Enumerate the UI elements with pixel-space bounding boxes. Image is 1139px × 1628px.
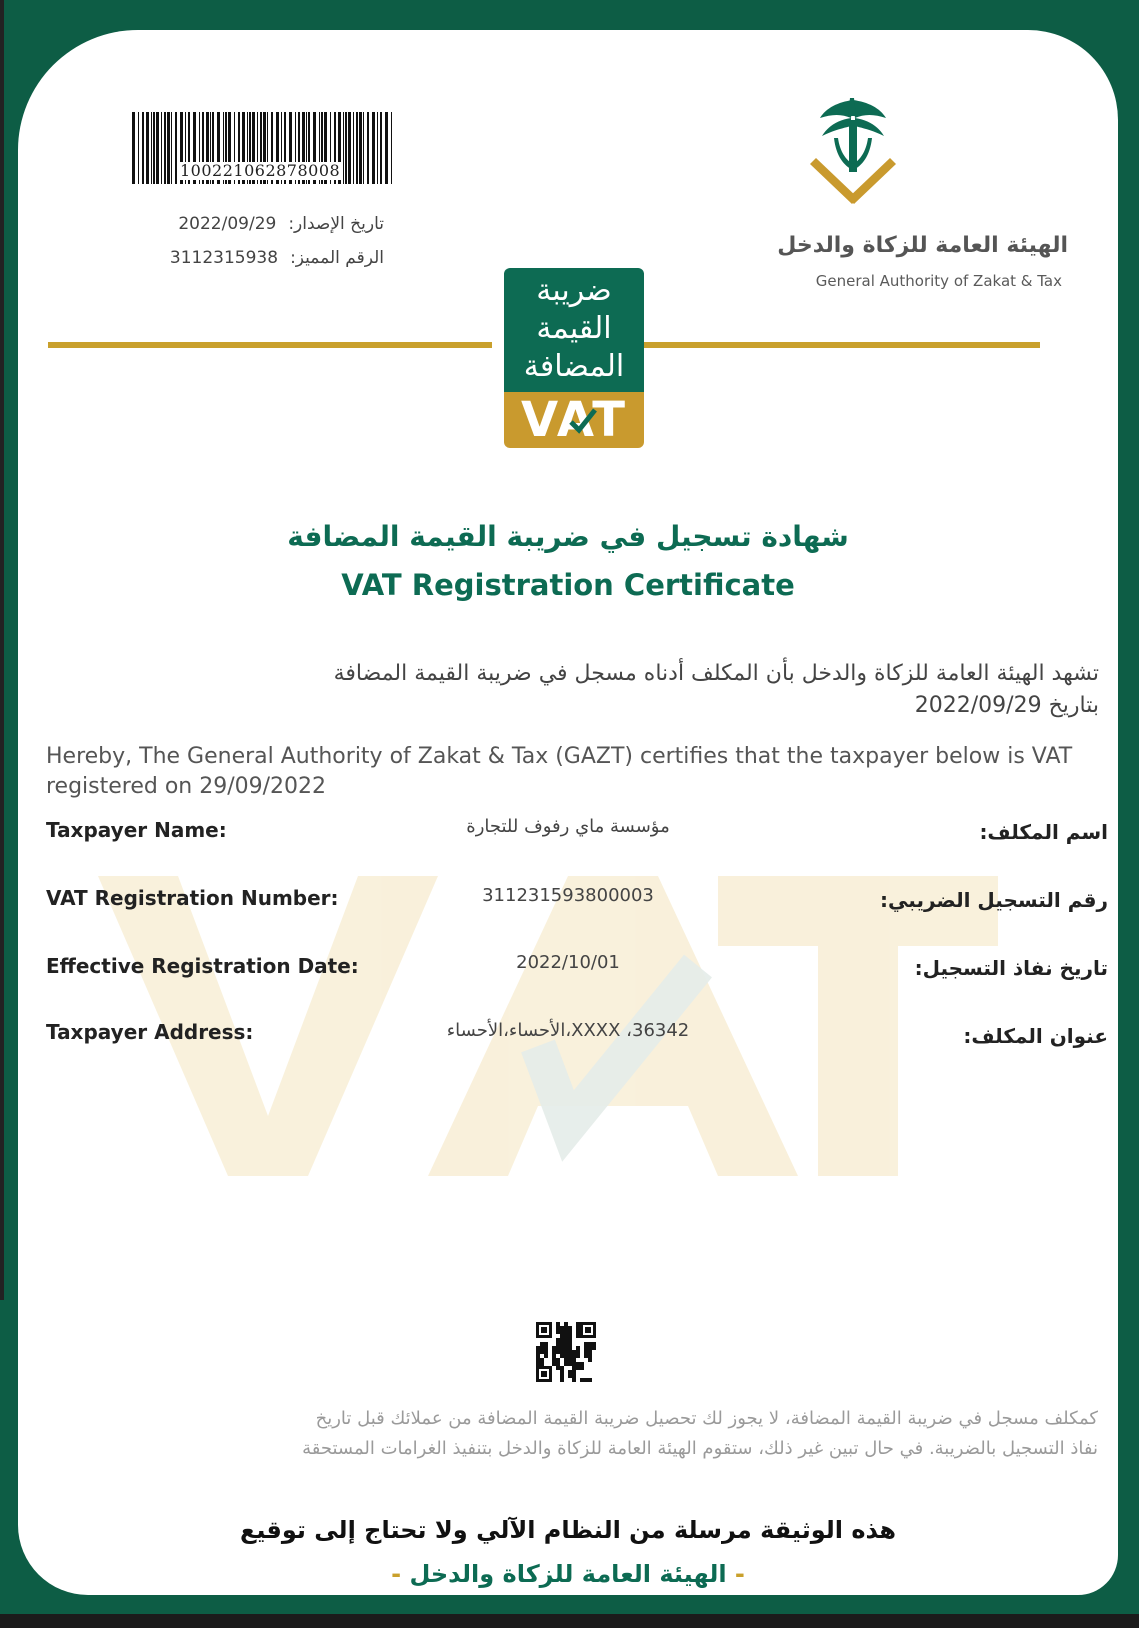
- signoff-dash-right: -: [734, 1560, 745, 1588]
- notice-line2: نفاذ التسجيل بالضريبة. في حال تبين غير ذلك، ستقوم الهيئة العامة للزكاة والدخل بتنفيذ الغرامات المستحقة: [302, 1438, 1098, 1459]
- unique-number-row: [128, 248, 384, 268]
- vat-badge-text: VAT: [520, 392, 628, 448]
- certification-arabic: [44, 658, 1099, 722]
- authority-name-ar: الهيئة العامة للزكاة والدخل: [777, 233, 1068, 258]
- notice-line1: كمكلف مسجل في ضريبة القيمة المضافة، لا يجوز لك تحصيل ضريبة القيمة المضافة من عملائك قبل تاريخ: [315, 1408, 1098, 1429]
- certification-english: Hereby, The General Authority of Zakat & Tax (GAZT) certifies that the taxpayer below is VAT registered on 29/09/2022: [46, 744, 1073, 799]
- vat-number-label-ar: رقم التسجيل الضريبي:: [880, 888, 1108, 912]
- vat-badge-line3: المضافة: [523, 349, 625, 384]
- taxpayer-name-label-ar: اسم المكلف:: [979, 820, 1108, 844]
- taxpayer-name-value: مؤسسة ماي رفوف للتجارة: [466, 816, 670, 837]
- issue-date-label: تاريخ الإصدار:: [288, 214, 384, 234]
- unique-number-value: 3112315938: [169, 248, 279, 268]
- taxpayer-address-label-ar: عنوان المكلف:: [963, 1024, 1108, 1048]
- taxpayer-name-label-en: Taxpayer Name:: [46, 818, 227, 842]
- signoff-text: الهيئة العامة للزكاة والدخل: [409, 1560, 727, 1588]
- issue-date-value: 2022/09/29: [178, 214, 277, 234]
- vat-badge-line1: ضريبة: [536, 273, 612, 308]
- vat-badge-label: [504, 392, 644, 448]
- signoff-dash-left: -: [391, 1560, 402, 1588]
- taxpayer-address-label-en: Taxpayer Address:: [46, 1020, 254, 1044]
- vat-number-label-en: VAT Registration Number:: [46, 886, 339, 910]
- vat-badge-arabic: [504, 268, 644, 392]
- palm-swords-logo-icon: [798, 94, 908, 214]
- issue-date-row: [128, 214, 384, 234]
- vat-badge-line2: القيمة: [536, 311, 612, 346]
- bottom-edge: [0, 1614, 1139, 1628]
- vat-badge: [504, 268, 644, 448]
- certification-arabic-line2: بتاريخ 2022/09/29: [914, 693, 1099, 718]
- registration-notice: [48, 1404, 1098, 1464]
- vat-number-value: 311231593800003: [482, 885, 654, 906]
- effective-date-label-ar: تاريخ نفاذ التسجيل:: [914, 956, 1108, 980]
- authority-name-en: General Authority of Zakat & Tax: [815, 272, 1062, 290]
- effective-date-value: 2022/10/01: [516, 952, 620, 973]
- check-icon: [568, 406, 598, 436]
- unique-number-label: الرقم المميز:: [290, 248, 384, 268]
- taxpayer-address-value: XXXX ،36342،الأحساء،الأحساء: [446, 1020, 690, 1041]
- gold-divider-left: [48, 342, 492, 348]
- automatic-system-note: هذه الوثيقة مرسلة من النظام الآلي ولا تحتاج إلى توقيع: [239, 1516, 897, 1544]
- left-edge: [0, 0, 4, 1300]
- certification-arabic-line1: تشهد الهيئة العامة للزكاة والدخل بأن المكلف أدناه مسجل في ضريبة القيمة المضافة: [333, 661, 1099, 686]
- qr-code-icon: [536, 1322, 596, 1382]
- certificate-card: [18, 30, 1118, 1595]
- barcode: [130, 112, 396, 184]
- authority-signoff: [168, 1560, 968, 1588]
- title-arabic: شهادة تسجيل في ضريبة القيمة المضافة: [287, 520, 849, 553]
- title-english: VAT Registration Certificate: [341, 568, 795, 602]
- gold-divider-right: [634, 342, 1040, 348]
- barcode-number: 10022106287800​8: [180, 161, 341, 180]
- effective-date-label-en: Effective Registration Date:: [46, 954, 359, 978]
